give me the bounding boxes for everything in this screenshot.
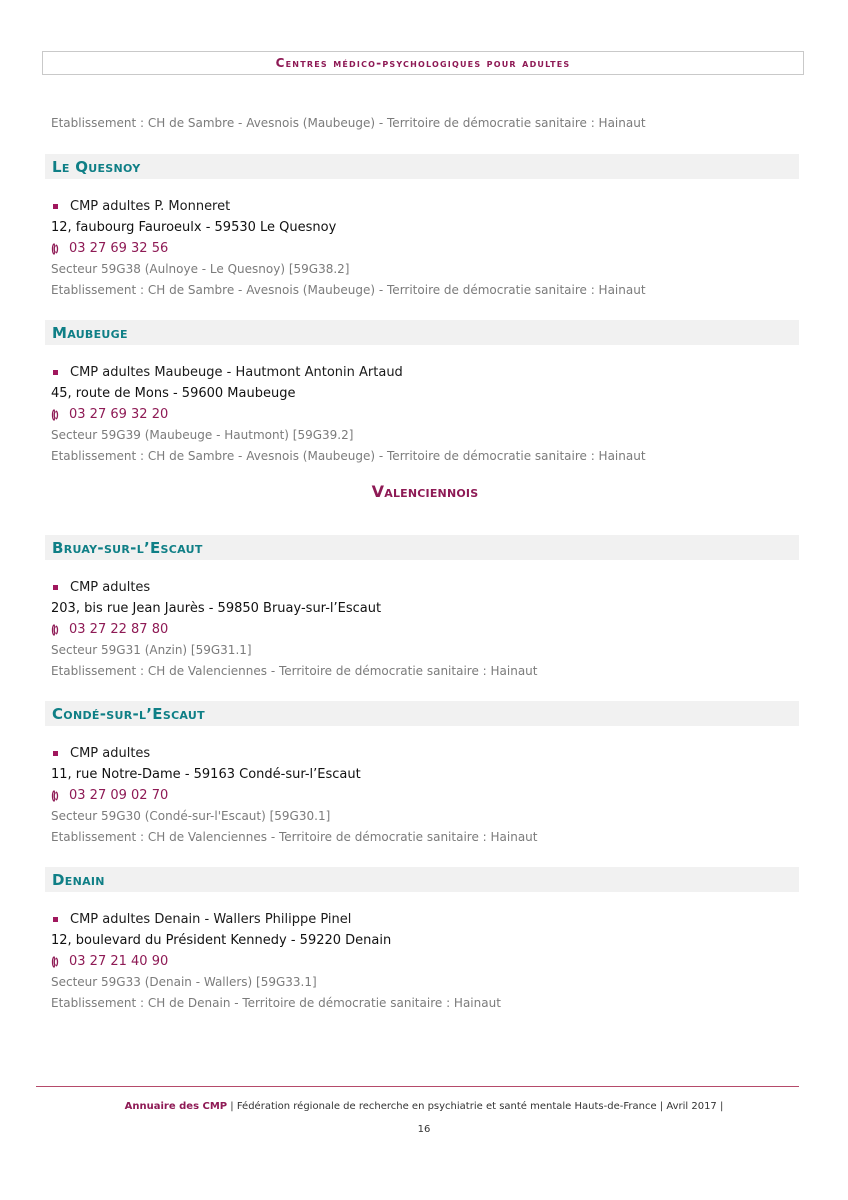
etablissement: Etablissement : CH de Valenciennes - Territoire de démocratie sanitaire : Hainaut — [51, 830, 538, 844]
city-bar — [45, 867, 799, 892]
phone-number: 03 27 69 32 56 — [69, 241, 169, 256]
city-name: Maubeuge — [52, 323, 128, 342]
square-bullet-icon — [53, 751, 58, 756]
square-bullet-icon — [53, 370, 58, 375]
secteur: Secteur 59G31 (Anzin) [59G31.1] — [51, 643, 252, 657]
address: 12, faubourg Fauroeulx - 59530 Le Quesnoy — [51, 220, 337, 235]
footer-credits: | Fédération régionale de recherche en psychiatrie et santé mentale Hauts-de-France | Avril 2017 | — [227, 1101, 724, 1112]
etablissement: Etablissement : CH de Valenciennes - Territoire de démocratie sanitaire : Hainaut — [51, 664, 538, 678]
cmp-name: CMP adultes Denain - Wallers Philippe Pinel — [70, 912, 352, 927]
address: 45, route de Mons - 59600 Maubeuge — [51, 386, 296, 401]
address: 203, bis rue Jean Jaurès - 59850 Bruay-sur-l’Escaut — [51, 601, 382, 616]
phone-handset-icon — [51, 956, 61, 968]
city-name: Le Quesnoy — [52, 157, 141, 176]
phone-line[interactable] — [51, 404, 799, 425]
footer-brand: Annuaire des CMP — [124, 1101, 228, 1112]
cmp-name: CMP adultes Maubeuge - Hautmont Antonin Artaud — [70, 365, 403, 380]
city-section — [51, 320, 799, 467]
phone-handset-icon — [51, 409, 61, 421]
city-bar — [45, 154, 799, 179]
city-section — [51, 154, 799, 301]
city-name: Denain — [52, 870, 105, 889]
cmp-name: CMP adultes — [70, 580, 151, 595]
phone-line[interactable] — [51, 619, 799, 640]
address: 12, boulevard du Président Kennedy - 59220 Denain — [51, 933, 392, 948]
phone-handset-icon — [51, 243, 61, 255]
city-section — [51, 701, 799, 848]
square-bullet-icon — [53, 917, 58, 922]
cmp-entry — [51, 560, 799, 682]
city-bar — [45, 701, 799, 726]
intro-etablissement: Etablissement : CH de Sambre - Avesnois (Maubeuge) - Territoire de démocratie sanitaire : Hainaut — [51, 116, 646, 130]
phone-number: 03 27 09 02 70 — [69, 788, 169, 803]
phone-number: 03 27 69 32 20 — [69, 407, 169, 422]
page-number: 16 — [417, 1124, 431, 1135]
cmp-entry — [51, 726, 799, 848]
phone-line[interactable] — [51, 238, 799, 259]
document-content — [51, 113, 799, 1033]
secteur: Secteur 59G30 (Condé-sur-l'Escaut) [59G30.1] — [51, 809, 331, 823]
city-bar — [45, 535, 799, 560]
phone-handset-icon — [51, 790, 61, 802]
square-bullet-icon — [53, 204, 58, 209]
cmp-line — [51, 577, 799, 598]
phone-number: 03 27 21 40 90 — [69, 954, 169, 969]
secteur: Secteur 59G38 (Aulnoye - Le Quesnoy) [59G38.2] — [51, 262, 350, 276]
square-bullet-icon — [53, 585, 58, 590]
etablissement: Etablissement : CH de Denain - Territoire de démocratie sanitaire : Hainaut — [51, 996, 501, 1010]
cmp-entry — [51, 892, 799, 1014]
header-title: Centres médico-psychologiques pour adultes — [275, 56, 571, 70]
city-bar — [45, 320, 799, 345]
cmp-name: CMP adultes P. Monneret — [70, 199, 231, 214]
phone-line[interactable] — [51, 785, 799, 806]
cmp-name: CMP adultes — [70, 746, 151, 761]
page-header — [42, 51, 804, 75]
city-name: Condé-sur-l’Escaut — [52, 704, 205, 723]
phone-line[interactable] — [51, 951, 799, 972]
phone-handset-icon — [51, 624, 61, 636]
city-section — [51, 867, 799, 1014]
address: 11, rue Notre-Dame - 59163 Condé-sur-l’Escaut — [51, 767, 361, 782]
cmp-entry — [51, 345, 799, 467]
cmp-entry — [51, 179, 799, 301]
cmp-line — [51, 743, 799, 764]
secteur: Secteur 59G33 (Denain - Wallers) [59G33.1] — [51, 975, 317, 989]
secteur: Secteur 59G39 (Maubeuge - Hautmont) [59G39.2] — [51, 428, 354, 442]
cmp-line — [51, 196, 799, 217]
region-title: Valenciennois — [371, 482, 479, 501]
cmp-line — [51, 362, 799, 383]
footer-text — [36, 1101, 812, 1112]
city-section — [51, 535, 799, 682]
city-name: Bruay-sur-l’Escaut — [52, 538, 203, 557]
etablissement: Etablissement : CH de Sambre - Avesnois (Maubeuge) - Territoire de démocratie sanitaire : Hainaut — [51, 283, 646, 297]
footer-divider — [36, 1086, 799, 1087]
etablissement: Etablissement : CH de Sambre - Avesnois (Maubeuge) - Territoire de démocratie sanitaire : Hainaut — [51, 449, 646, 463]
phone-number: 03 27 22 87 80 — [69, 622, 169, 637]
cmp-line — [51, 909, 799, 930]
